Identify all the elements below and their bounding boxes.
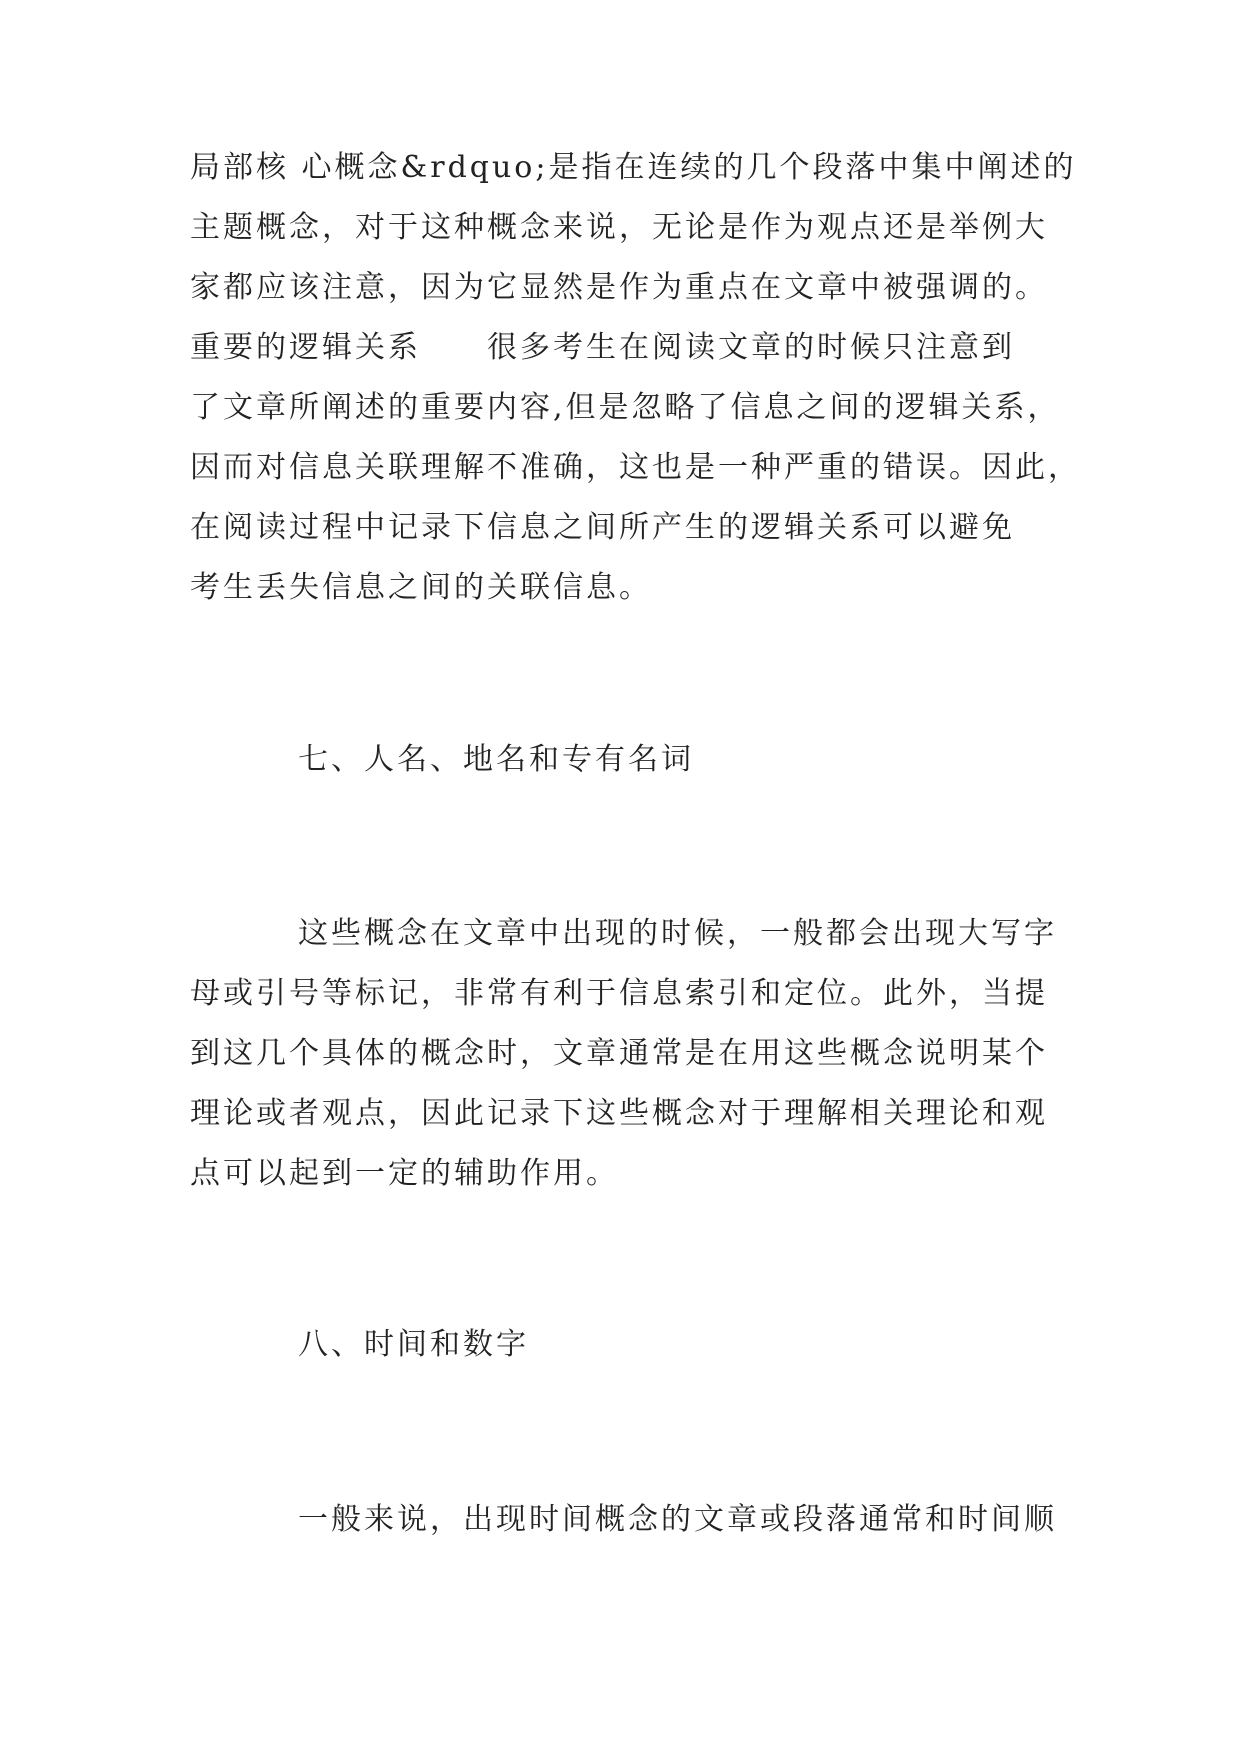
paragraph-2-line-5: 点可以起到一定的辅助作用。 (190, 1156, 619, 1191)
paragraph-2-line-1: 这些概念在文章中出现的时候，一般都会出现大写字 (298, 916, 1057, 951)
paragraph-1-line-8: 考生丢失信息之间的关联信息。 (190, 570, 652, 605)
paragraph-3-line-1: 一般来说，出现时间概念的文章或段落通常和时间顺 (298, 1502, 1057, 1537)
paragraph-1-line-5: 了文章所阐述的重要内容,但是忽略了信息之间的逻辑关系， (190, 390, 1061, 425)
paragraph-1-line-2: 主题概念，对于这种概念来说，无论是作为观点还是举例大 (190, 210, 1048, 245)
paragraph-1-line-1: 局部核 心概念&rdquo;是指在连续的几个段落中集中阐述的 (190, 150, 1077, 185)
paragraph-2-line-4: 理论或者观点，因此记录下这些概念对于理解相关理论和观 (190, 1096, 1048, 1131)
paragraph-2-line-2: 母或引号等标记，非常有利于信息索引和定位。此外，当提 (190, 976, 1048, 1011)
section-heading-8: 八、时间和数字 (298, 1327, 529, 1362)
paragraph-1-line-6: 因而对信息关联理解不准确，这也是一种严重的错误。因此， (190, 450, 1081, 485)
paragraph-1-line-4: 重要的逻辑关系 很多考生在阅读文章的时候只注意到 (190, 330, 1015, 365)
section-heading-7: 七、人名、地名和专有名词 (298, 742, 694, 777)
paragraph-1-line-3: 家都应该注意，因为它显然是作为重点在文章中被强调的。 (190, 270, 1048, 305)
paragraph-1-line-7: 在阅读过程中记录下信息之间所产生的逻辑关系可以避免 (190, 510, 1015, 545)
paragraph-2-line-3: 到这几个具体的概念时，文章通常是在用这些概念说明某个 (190, 1036, 1048, 1071)
